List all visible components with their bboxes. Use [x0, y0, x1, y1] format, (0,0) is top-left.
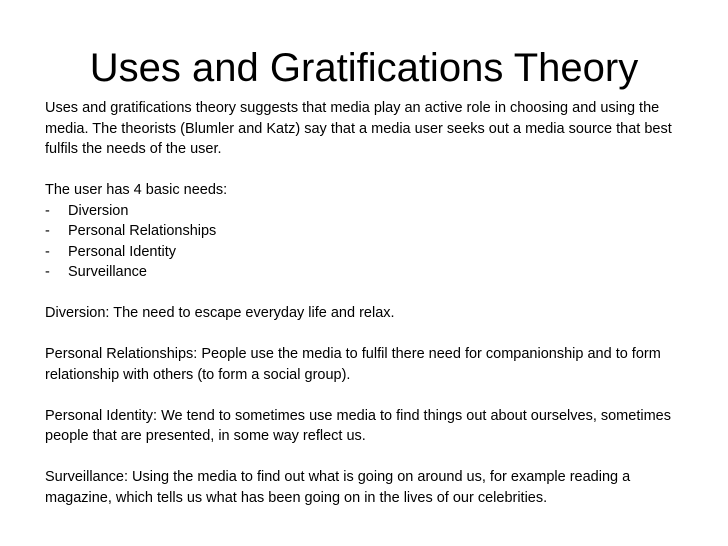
definition-personal-identity: Personal Identity: We tend to sometimes use media to find things out about ourselves, sometimes people that are presented, in some way reflect us.	[45, 407, 671, 444]
spacer	[45, 324, 690, 345]
list-item	[45, 262, 690, 283]
need-label: Personal Identity	[68, 243, 177, 260]
need-label: Diversion	[68, 202, 129, 219]
bullet-dash: -	[45, 243, 50, 260]
bullet-dash: -	[45, 202, 50, 219]
list-item	[45, 201, 690, 222]
list-item	[45, 242, 690, 263]
list-item	[45, 221, 690, 242]
spacer	[45, 447, 690, 468]
needs-list	[45, 201, 690, 283]
needs-heading: The user has 4 basic needs:	[45, 182, 228, 198]
definition-surveillance: Surveillance: Using the media to find out what is going on around us, for example reading a magazine, which tells us what has been going on in the lives of our celebrities.	[45, 469, 631, 506]
definition-diversion: Diversion: The need to escape everyday life and relax.	[45, 305, 395, 321]
spacer	[45, 283, 690, 304]
slide-body	[45, 98, 690, 508]
bullet-dash: -	[45, 264, 50, 280]
spacer	[45, 160, 690, 181]
need-label: Personal Relationships	[68, 223, 217, 239]
spacer	[45, 385, 690, 406]
slide-title: Uses and Gratifications Theory	[89, 46, 639, 90]
bullet-dash: -	[45, 223, 50, 239]
need-label: Surveillance	[68, 264, 147, 280]
definition-personal-relationships: Personal Relationships: People use the media to fulfil there need for companionship and to form relationship with others (to form a social group).	[45, 346, 661, 383]
intro-paragraph: Uses and gratifications theory suggests that media play an active role in choosing and using the media. The theorists (Blumler and Katz) say that a media user seeks out a media source that best fulfils the needs of the user.	[45, 100, 672, 157]
